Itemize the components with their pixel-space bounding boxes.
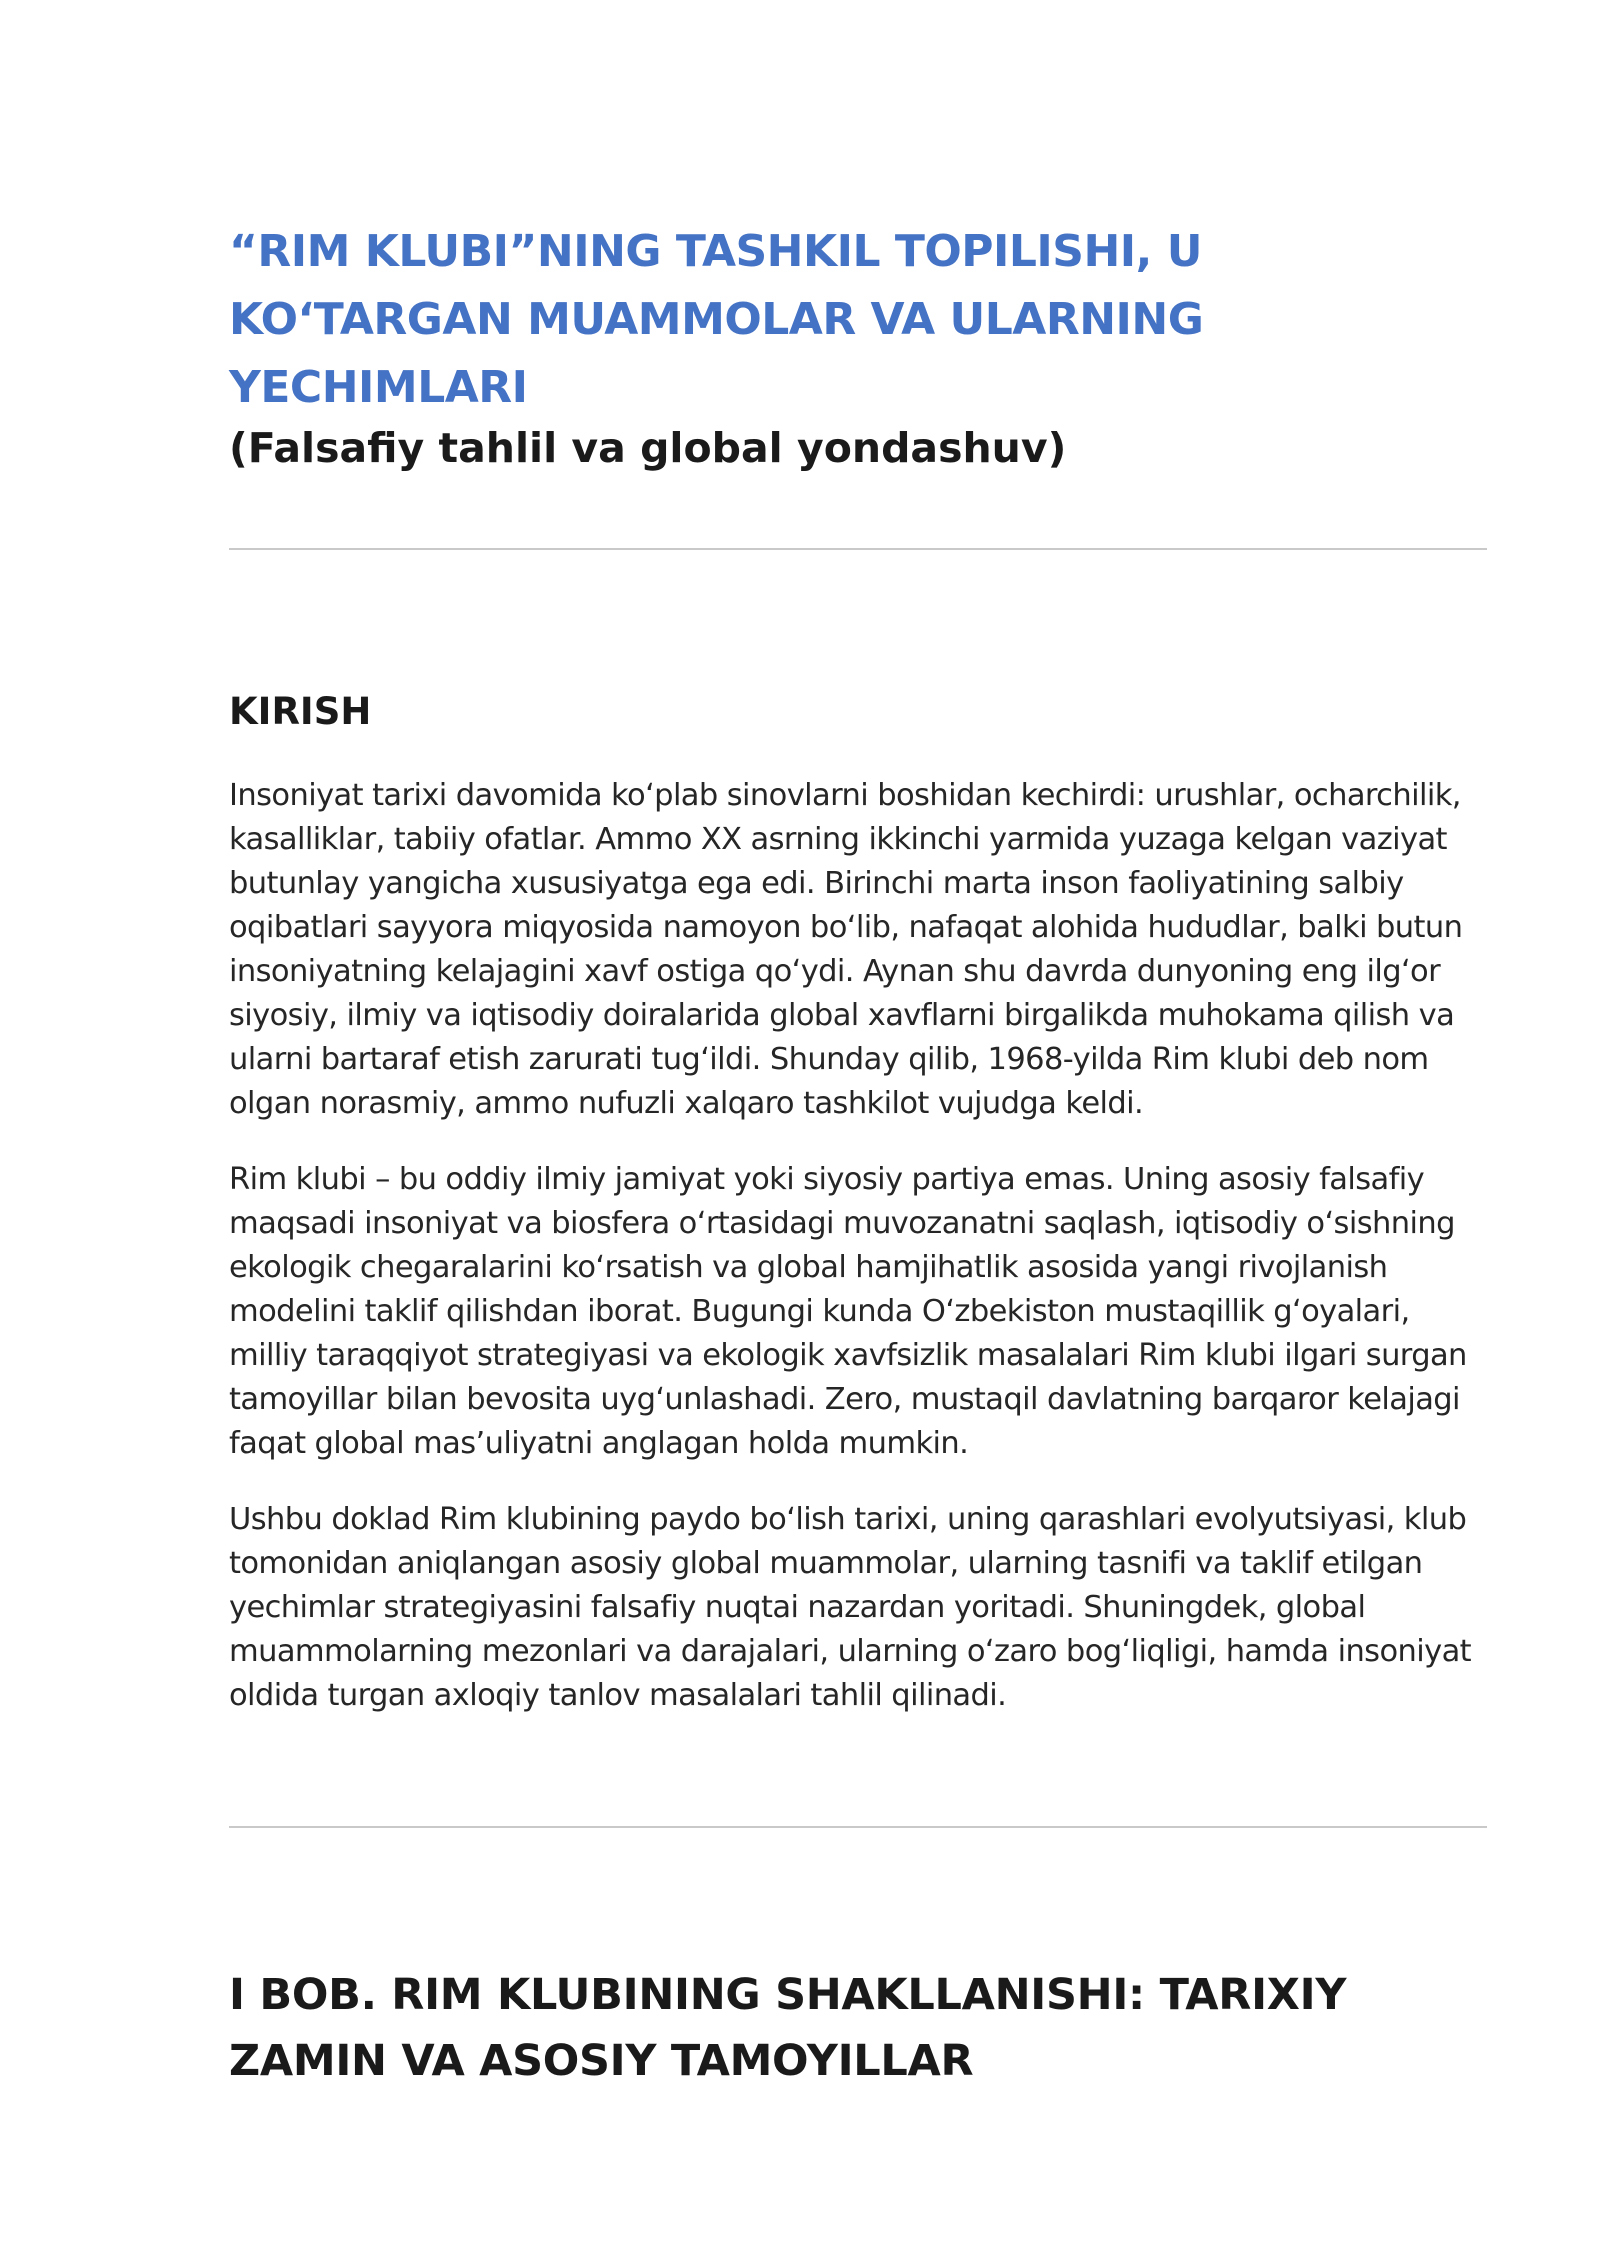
paragraph: Ushbu doklad Rim klubining paydo boʻlish tarixi, uning qarashlari evolyutsiyasi, klub tomonidan aniqlangan asosiy global muammolar, ularning tasnifi va taklif etilgan yechimlar strategiyasini falsafiy nuqtai nazardan yoritadi. Shuningdek, global muammolarning mezonlari va darajalari, ularning oʻzaro bogʻliqligi, hamda insoniyat oldida turgan axloqiy tanlov masalalari tahlil qilinadi. — [229, 1502, 1472, 1713]
document-title: “RIM KLUBI”NING TASHKIL TOPILISHI, U KOʻTARGAN MUAMMOLAR VA ULARNING YECHIMLARI — [229, 226, 1204, 413]
paragraph: Insoniyat tarixi davomida koʻplab sinovlarni boshidan kechirdi: urushlar, ocharchilik, kasalliklar, tabiiy ofatlar. Ammo XX asrning ikkinchi yarmida yuzaga kelgan vaziyat butunlay yangicha xususiyatga ega edi. Birinchi marta inson faoliyatining salbiy oqibatlari sayyora miqyosida namoyon boʻlib, nafaqat alohida hududlar, balki butun insoniyatning kelajagini xavf ostiga qoʻydi. Aynan shu davrda dunyoning eng ilgʻor siyosiy, ilmiy va iqtisodiy doiralarida global xavflarni birgalikda muhokama qilish va ularni bartaraf etish zarurati tugʻildi. Shunday qilib, 1968-yilda Rim klubi deb nom olgan norasmiy, ammo nufuzli xalqaro tashkilot vujudga keldi. — [229, 778, 1463, 1121]
document-subtitle: (Falsafiy tahlil va global yondashuv) — [229, 424, 1067, 472]
document-page — [229, 0, 1487, 2262]
horizontal-divider — [229, 548, 1487, 550]
introduction-body — [229, 774, 1487, 1750]
section-heading-introduction: KIRISH — [229, 690, 372, 733]
paragraph: Rim klubi – bu oddiy ilmiy jamiyat yoki siyosiy partiya emas. Uning asosiy falsafiy maqsadi insoniyat va biosfera oʻrtasidagi muvozanatni saqlash, iqtisodiy oʻsishning ekologik chegaralarini koʻrsatish va global hamjihatlik asosida yangi rivojlanish modelini taklif qilishdan iborat. Bugungi kunda Oʻzbekiston mustaqillik gʻoyalari, milliy taraqqiyot strategiyasi va ekologik xavfsizlik masalalari Rim klubi ilgari surgan tamoyillar bilan bevosita uygʻunlashadi. Zero, mustaqil davlatning barqaror kelajagi faqat global masʼuliyatni anglagan holda mumkin. — [229, 1162, 1467, 1461]
horizontal-divider — [229, 1826, 1487, 1828]
chapter-heading: I BOB. RIM KLUBINING SHAKLLANISHI: TARIXIY ZAMIN VA ASOSIY TAMOYILLAR — [229, 1970, 1347, 2086]
